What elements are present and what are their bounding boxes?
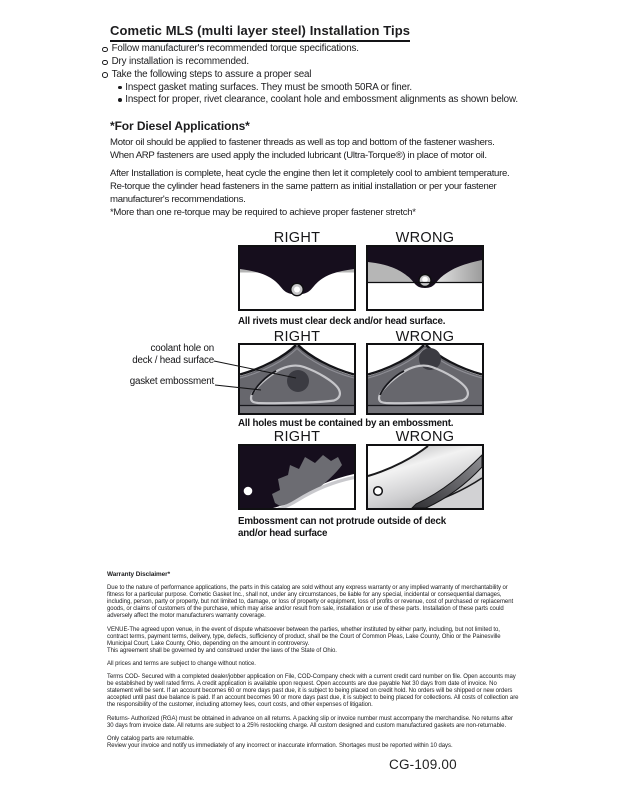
tip-text: Dry installation is recommended. [111,55,249,67]
sub-tip-text: Inspect gasket mating surfaces. They must be smooth 50RA or finer. [125,81,412,93]
figure-caption-holes: All holes must be contained by an embossment. [238,418,454,429]
figure-rivet-wrong [366,245,484,311]
figure-caption-embossment [238,516,488,539]
filled-bullet-icon [118,98,122,102]
disclaimer-paragraph-prices: All prices and terms are subject to change without notice. [107,660,256,667]
sub-tips-list [118,82,542,106]
open-bullet-icon [102,47,108,53]
sub-tip-item [118,94,542,106]
right-label: RIGHT [273,429,321,445]
figure-caption-rivets: All rivets must clear deck and/or head surface. [238,316,446,327]
caption-line: Embossment can not protrude outside of deck [238,516,447,527]
open-bullet-icon [102,72,108,78]
disclaimer-heading: Warranty Disclaimer* [107,571,171,578]
figure-coolant-right [238,343,356,415]
right-label: RIGHT [273,329,321,345]
venue-text: VENUE-The agreed upon venue, in the event of dispute whatsoever between the parties, whether instituted by either party, including, but not limited to, contract terms, payment terms, delivery, type, defects, sufficiency of product, shall be the Court of Common Pleas, Lake County, Ohio or the Painesville Municipal Court, Lake County, Ohio, depending on the amount in controversy. [107,626,501,647]
disclaimer-paragraph-returns: Returns- Authorized (RGA) must be obtained in advance on all returns. A packing slip or invoice number must accompany the merchandise. No returns after 30 days from invoice date. All returns are subject to a 25% restocking charge. All custom designed and custom manufactured gaskets are non-returnable. [107,715,513,729]
wrong-label: WRONG [395,429,455,445]
diesel-section-heading: *For Diesel Applications* [110,119,250,133]
retorque-note: *More than one re-torque may be required to achieve proper fastener stretch* [110,207,416,218]
page-title: Cometic MLS (multi layer steel) Installation Tips [110,23,410,42]
sub-tip-text: Inspect for proper, rivet clearance, coolant hole and embossment alignments as shown below. [125,93,518,105]
callout-line: coolant hole on [150,343,214,354]
warranty-disclaimer [107,571,521,750]
figure-embossment-wrong [366,444,484,510]
open-bullet-icon [102,60,108,66]
disclaimer-paragraph-venue [107,627,521,655]
disclaimer-paragraph-catalog [107,736,521,750]
tip-item [102,69,542,82]
disclaimer-paragraph-terms: Terms COD- Secured with a completed dealer/jobber application on File, COD-Company check with a current credit card number on file. Open accounts may be established by well rated firms. A credit application is available upon request. Open accounts are due payable Net 30 days from date of invoice. No statement will be sent. If an account becomes 60 or more days past due, it is subject to being placed on credit hold. No orders will be shipped or new orders accepted until past due balance is paid. If an account becomes 90 or more days past due, it is subject to being placed for collections. All costs of collection are the responsibility of the customer, including attorney fees, court costs, and other expenses of litigation. [107,674,519,709]
tip-item [102,56,542,69]
review-invoice-text: Review your invoice and notify us immediately of any incorrect or inaccurate information. Shortages must be reported within 10 days. [107,742,453,749]
callout-line: deck / head surface [132,354,214,366]
figure-embossment-right [238,444,356,510]
coolant-hole-callout [104,343,214,366]
diesel-paragraph-1: Motor oil should be applied to fastener threads as well as top and bottom of the fastener washers. When ARP fasteners are used apply the included lubricant (Ultra-Torque®) in place of motor oil. [110,137,495,161]
tip-text: Take the following steps to assure a proper seal [111,68,312,80]
disclaimer-paragraph-warranty: Due to the nature of performance applications, the parts in this catalog are sold without any express warranty or any implied warranty of merchantability or fitness for a particular purpose. Cometic Gasket Inc., shall not, under any circumstances, be liable for any special, incidental or consequential damages, including, person, party or property, but not limited to, damage, or loss of property or equipment, loss of profits or revenue, cost of purchased or replacement goods, or claims of customers of the purchase, which may arise and/or result from sale, installation or use of these parts. Installation of these parts could adversely affect the motor manufacturers warranty coverage. [107,585,514,620]
sub-tip-item [118,82,542,94]
venue-law-text: This agreement shall be governed by and construed under the laws of the State of Ohio. [107,647,337,654]
diesel-paragraph-2: After Installation is complete, heat cycle the engine then let it completely cool to ambient temperature. Re-torque the cylinder head fasteners in the same pattern as initial installation or per your fastener manufacturer's recommendations. [110,168,510,205]
figure-rivet-right [238,245,356,311]
tips-list [102,43,542,106]
filled-bullet-icon [118,86,122,90]
tip-text: Follow manufacturer's recommended torque specifications. [111,43,359,54]
right-label: RIGHT [273,230,321,246]
wrong-label: WRONG [395,329,455,345]
catalog-returnable-text: Only catalog parts are returnable. [107,735,195,742]
wrong-label: WRONG [395,230,455,246]
figure-coolant-wrong [366,343,484,415]
gasket-embossment-callout: gasket embossment [129,376,214,387]
page-code: CG-109.00 [389,757,457,772]
caption-line: and/or head surface [238,527,328,539]
tip-item [102,43,542,56]
